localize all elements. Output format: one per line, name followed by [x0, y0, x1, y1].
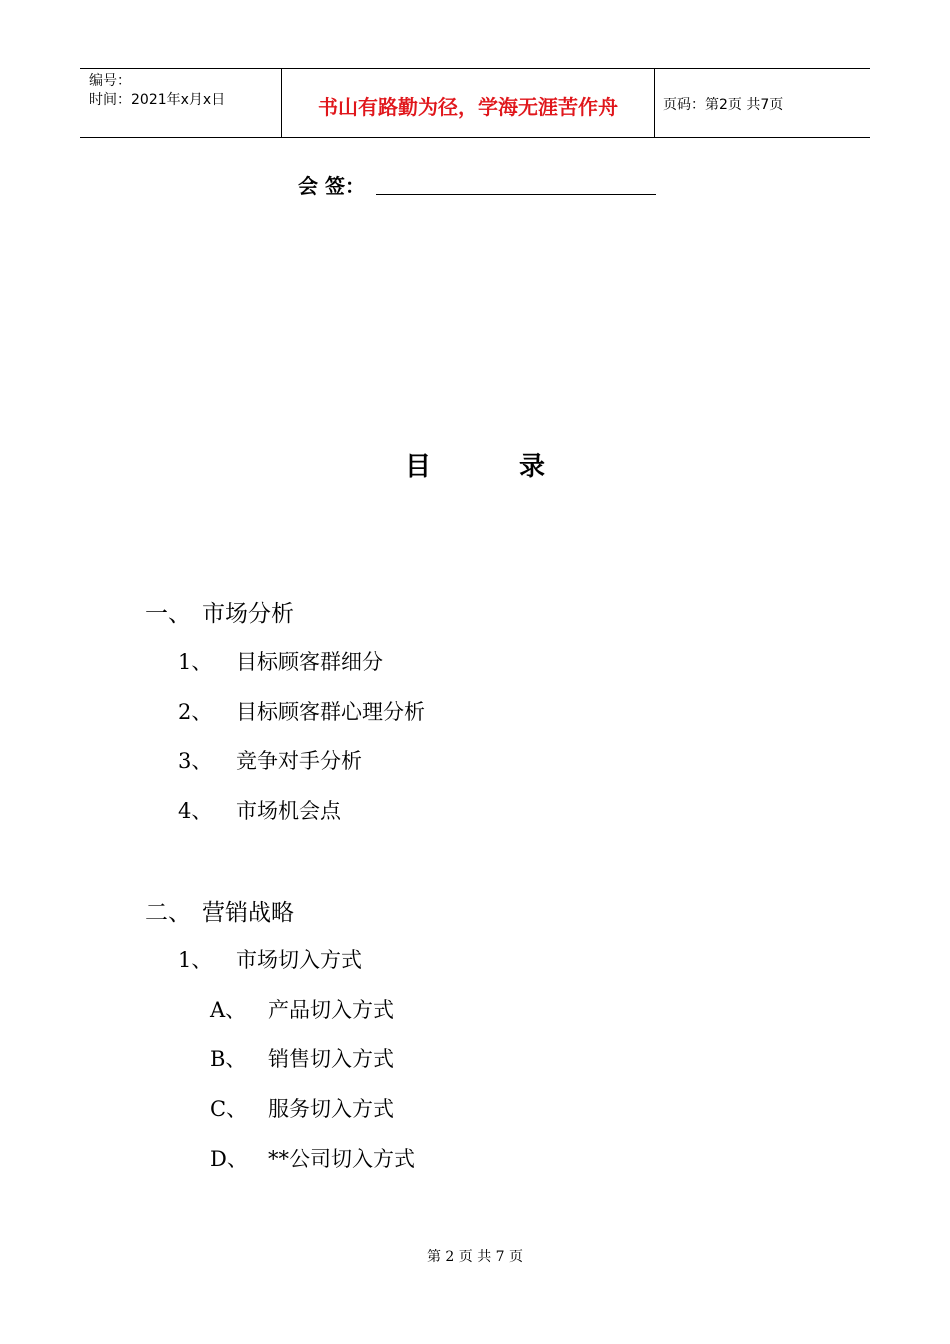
- document-time: 时间：2021年x月x日: [89, 92, 226, 108]
- header-page-info: 页码：第2页 共7页: [663, 97, 784, 113]
- toc-subitem-letter: D、: [210, 1147, 248, 1171]
- toc-item-label: 竞争对手分析: [236, 749, 362, 773]
- toc-subitem-label: 服务切入方式: [268, 1097, 394, 1121]
- signature-line: [376, 194, 656, 195]
- document-header: [80, 68, 870, 138]
- toc-subitem-letter: B、: [210, 1047, 247, 1071]
- toc-subitem-label: 产品切入方式: [268, 998, 394, 1022]
- toc-section-label: 营销战略: [202, 900, 294, 926]
- toc-item-label: 市场机会点: [236, 799, 341, 823]
- toc-section-number: 一、: [145, 601, 191, 627]
- header-motto: 书山有路勤为径，学海无涯苦作舟: [318, 95, 618, 119]
- signature-label: 会 签：: [298, 174, 365, 198]
- signature-block: [298, 170, 365, 199]
- page-footer: 第 2 页 共 7 页: [426, 1249, 524, 1265]
- toc-subitem-label: **公司切入方式: [268, 1147, 415, 1171]
- toc-subitem-letter: C、: [210, 1097, 248, 1121]
- toc-item-number: 1、: [178, 948, 213, 972]
- header-meta-cell: [80, 69, 280, 137]
- header-page-cell: [654, 69, 870, 137]
- toc-item-number: 2、: [178, 700, 213, 724]
- toc-title: 目录: [404, 452, 633, 482]
- toc-item-number: 4、: [178, 799, 213, 823]
- toc-item-number: 1、: [178, 650, 213, 674]
- toc-subitem-letter: A、: [210, 998, 247, 1022]
- header-motto-cell: [281, 69, 655, 137]
- document-number: 编号：: [89, 73, 131, 89]
- toc-item-number: 3、: [178, 749, 213, 773]
- toc-subitem-label: 销售切入方式: [268, 1047, 394, 1071]
- toc-item-label: 市场切入方式: [236, 948, 362, 972]
- toc-section-number: 二、: [145, 900, 191, 926]
- toc-item-label: 目标顾客群细分: [236, 650, 383, 674]
- toc-item-label: 目标顾客群心理分析: [236, 700, 425, 724]
- toc-section-label: 市场分析: [202, 601, 294, 627]
